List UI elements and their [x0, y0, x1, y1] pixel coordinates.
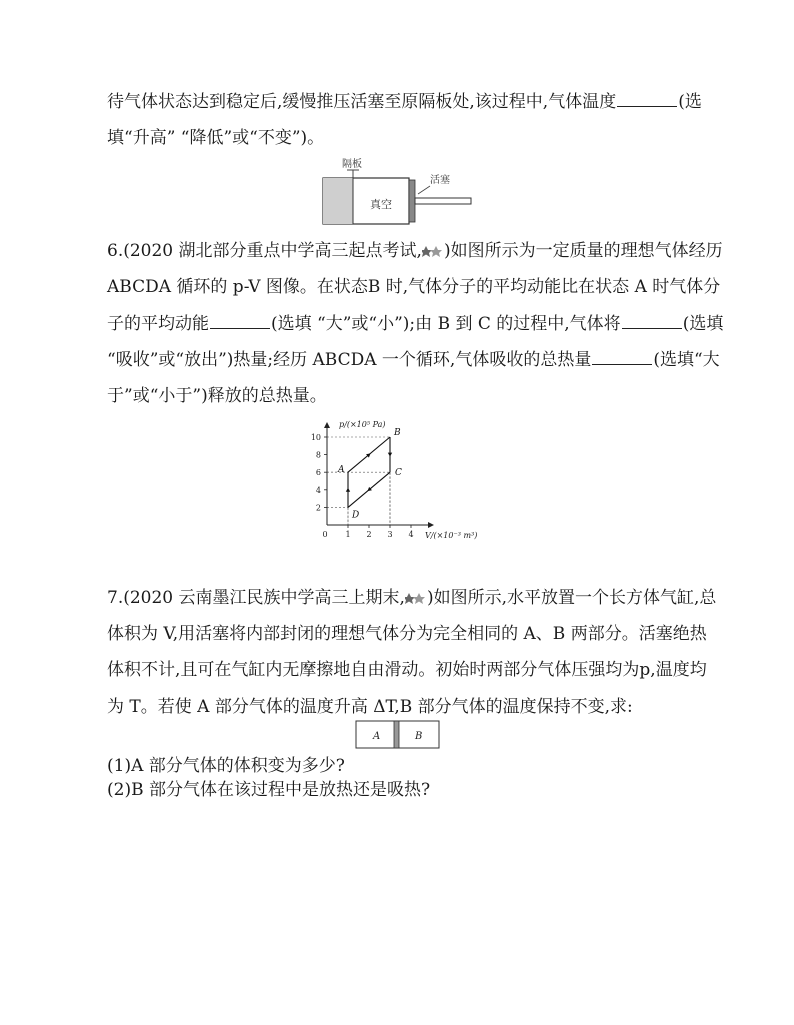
- state-labels: [337, 428, 402, 520]
- gas-region: [323, 178, 353, 224]
- y-tick-label: 10: [310, 433, 321, 442]
- direction-arrow: [346, 488, 350, 492]
- axes: [324, 423, 433, 528]
- q7-line-4: 为 T。若使 A 部分气体的温度升高 ΔT,B 部分气体的温度保持不变,求:: [107, 697, 633, 717]
- x-tick-label: 0: [322, 530, 328, 539]
- q5-text: 待气体状态达到稳定后,缓慢推压活塞至原隔板处,该过程中,气体温度: [107, 92, 617, 112]
- answer-blank: [617, 92, 677, 107]
- pv-diagram: [305, 415, 495, 545]
- difficulty-stars-icon: [422, 244, 444, 258]
- y-tick-label: 2: [315, 503, 321, 513]
- q6-line-4: [107, 350, 720, 370]
- y-axis-label: p/(×10⁵ Pa): [339, 420, 386, 429]
- piston: [409, 180, 415, 222]
- chamber-b-label: B: [415, 731, 423, 742]
- cylinder-figure: [318, 156, 478, 228]
- q6-text: 6.(2020 湖北部分重点中学高三起点考试,: [107, 241, 422, 261]
- point-label-D: D: [352, 510, 360, 521]
- answer-blank: [622, 314, 682, 329]
- point-label-C: C: [395, 468, 402, 479]
- x-tick-label: 4: [408, 530, 414, 539]
- q7-sub-2: (2)B 部分气体在该过程中是放热还是吸热?: [107, 780, 431, 800]
- q6-line-3: [107, 314, 723, 334]
- two-chamber-figure: [355, 720, 441, 750]
- y-tick-label: 6: [315, 468, 321, 478]
- q5-text: (选: [678, 92, 702, 112]
- q5-line-2: 填“升高” “降低”或“不变”)。: [107, 128, 325, 148]
- tick-labels: [311, 433, 414, 539]
- vacuum-label: 真空: [370, 198, 392, 211]
- q6-line-5: 于”或“小于”)释放的总热量。: [107, 386, 327, 406]
- x-axis-label: V/(×10⁻³ m³): [425, 531, 478, 540]
- q6-line-2: ABCDA 循环的 p-V 图像。在状态B 时,气体分子的平均动能比在状态 A 时气体分: [107, 277, 721, 297]
- q6-text: “吸收”或“放出”)热量;经历 ABCDA 一个循环,气体吸收的总热量: [107, 350, 592, 370]
- q7-text: )如图所示,水平放置一个长方体气缸,总: [426, 588, 717, 608]
- difficulty-stars-icon: [405, 591, 427, 605]
- answer-blank: [210, 314, 270, 329]
- q7-line-2: 体积为 V,用活塞将内部封闭的理想气体分为完全相同的 A、B 两部分。活塞绝热: [107, 624, 707, 644]
- x-tick-label: 1: [345, 530, 351, 539]
- q7-text: 7.(2020 云南墨江民族中学高三上期末,: [107, 588, 405, 608]
- y-tick-label: 4: [315, 485, 321, 495]
- chamber-a-label: A: [373, 731, 381, 742]
- q6-text: (选填“大: [653, 350, 720, 370]
- piston-label: 活塞: [430, 175, 450, 186]
- q5-line-1: [107, 92, 702, 112]
- partition-label: 隔板: [342, 159, 362, 170]
- q6-line-1: [107, 241, 723, 261]
- q6-text: )如图所示为一定质量的理想气体经历: [443, 241, 723, 261]
- q6-text: 子的平均动能: [107, 314, 209, 334]
- x-tick-label: 3: [387, 530, 393, 539]
- piston-rod: [415, 198, 471, 204]
- point-label-B: B: [394, 428, 401, 438]
- answer-blank: [592, 350, 652, 365]
- q6-text: (选填: [682, 314, 724, 334]
- y-tick-label: 8: [315, 450, 321, 460]
- q7-line-3: 体积不计,且可在气缸内无摩擦地自由滑动。初始时两部分气体压强均为p,温度均: [107, 660, 707, 680]
- direction-arrow: [388, 453, 392, 457]
- divider-piston: [394, 721, 399, 748]
- q7-sub-1: (1)A 部分气体的体积变为多少?: [107, 756, 345, 776]
- point-label-A: A: [338, 465, 345, 476]
- q6-text: (选填 “大”或“小”);由 B 到 C 的过程中,气体将: [271, 314, 621, 334]
- q7-line-1: [107, 588, 716, 608]
- x-tick-label: 2: [366, 530, 372, 539]
